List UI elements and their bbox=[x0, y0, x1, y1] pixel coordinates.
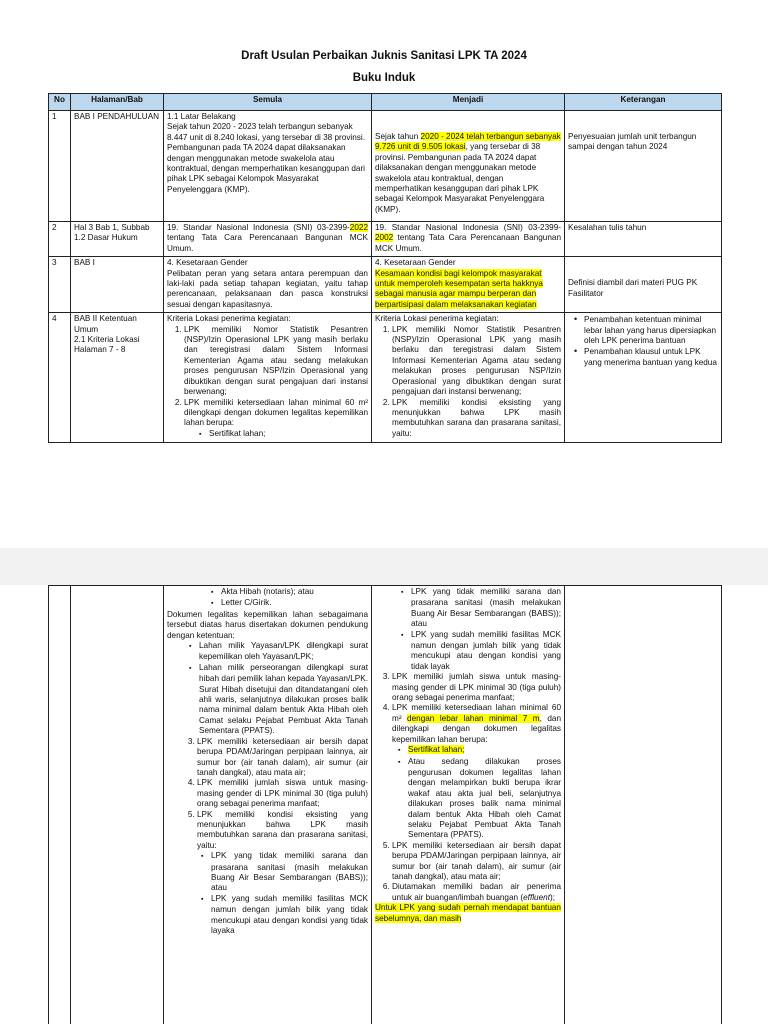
cell-bab: BAB I bbox=[71, 257, 164, 313]
document-page-2 bbox=[0, 585, 768, 1024]
header-keterangan: Keterangan bbox=[565, 94, 722, 111]
menjadi-text: , dan dilengkapi dengan dokumen legalitas kepemilikan lahan berupa: bbox=[392, 713, 561, 744]
menjadi-text: 19. Standar Nasional Indonesia (SNI) 03-2399- bbox=[375, 223, 561, 232]
list-item bbox=[408, 745, 561, 756]
list-item: 2. LPK memiliki ketersediaan lahan minimal 60 m² dilengkapi dengan dokumen legalitas kepemilikan lahan berupa: bbox=[184, 398, 368, 429]
menjadi-text: Sejak tahun bbox=[375, 132, 421, 141]
cell-keterangan bbox=[565, 111, 722, 222]
list-item: 2. LPK memiliki kondisi eksisting yang menunjukkan bahwa LPK masih membutuhkan sarana dan prasarana sanitasi, yaitu: bbox=[392, 398, 561, 440]
revision-table-continued bbox=[48, 585, 722, 1024]
semula-heading: 1.1 Latar Belakang bbox=[167, 112, 236, 121]
semula-heading: 4. Kesetaraan Gender bbox=[167, 258, 248, 268]
list-item: 1. LPK memiliki Nomor Statistik Pesantren (NSP)/Izin Operasional LPK yang masih berlaku dan teregistrasi dalam Sistem Informasi Kementerian Agama atau sedang melakukan proses pengurusan NSP/Izin Operasional yang dibuktikan dengan surat pengajuan dari instansi berwenang; bbox=[392, 325, 561, 398]
semula-text: 19. Standar Nasional Indonesia (SNI) 03-2399- bbox=[167, 223, 350, 232]
cell-no: 3 bbox=[49, 257, 71, 313]
cell-menjadi bbox=[372, 111, 565, 222]
list-item: 5. LPK memiliki ketersediaan air bersih dapat berupa PDAM/Jaringan perpipaan lainnya, air sumur bor (air tanah dalam), air sumur (air tanah dangkal), atau mata air; bbox=[392, 841, 561, 883]
semula-text: tentang Tata Cara Perencanaan Bangunan MCK Umum. bbox=[167, 233, 368, 253]
cell-no: 2 bbox=[49, 222, 71, 257]
list-item: 3. LPK memiliki ketersediaan air bersih dapat berupa PDAM/Jaringan perpipaan lainnya, air sumur bor (air tanah dalam), air sumur (air tanah dangkal), atau mata air; bbox=[197, 737, 368, 779]
table-row bbox=[49, 313, 722, 443]
list-item: ▪ Sertifikat lahan; bbox=[209, 429, 368, 440]
list-item: 4. LPK memiliki jumlah siswa untuk masing-masing gender di LPK minimal 30 (tiga puluh) orang sebagai penerima manfaat; bbox=[197, 778, 368, 809]
table-header-row bbox=[49, 94, 722, 111]
list-item: ▪ Atau sedang dilakukan proses pengurusan dokumen legalitas lahan dengan melampirkan bukti berupa ikrar wakaf atau akta jual beli, selanjutnya dilakukan proses balik nama minimal dalam bentuk Akta Hibah oleh Camat selaku Pejabat Pembuat Akta Tanah Sementara (PPATS). bbox=[408, 757, 561, 841]
menjadi-text: ); bbox=[549, 892, 555, 902]
list-item: ▪ LPK yang sudah memiliki fasilitas MCK namun dengan jumlah bilik yang tidak mencukupi atau dengan kondisi yang tidak layak bbox=[411, 630, 561, 673]
menjadi-text: effluent bbox=[523, 892, 550, 902]
header-semula: Semula bbox=[164, 94, 372, 111]
menjadi-text: Diutamakan memiliki badan air penerima untuk air buangan/limbah buangan ( bbox=[392, 882, 561, 902]
table-row bbox=[49, 111, 722, 222]
list-item: ▪ Lahan milik Yayasan/LPK dilengkapi surat kepemilikan oleh Yayasan/LPK; bbox=[199, 641, 368, 663]
semula-text: Pelibatan peran yang setara antara perempuan dan laki-laki pada setiap tahapan kegiatan, yaitu tahap perencanaan, pelaksanaan dan pasca konstruksi sesuai dengan kapasitasnya. bbox=[167, 268, 368, 309]
cell-bab bbox=[71, 586, 164, 1024]
cell-bab: Hal 3 Bab 1, Subbab 1.2 Dasar Hukum bbox=[71, 222, 164, 257]
highlighted-text: 2022 bbox=[349, 223, 368, 232]
header-halaman-bab: Halaman/Bab bbox=[71, 94, 164, 111]
cell-no bbox=[49, 586, 71, 1024]
keterangan-text: Penyesuaian jumlah unit terbangun sampai dengan tahun 2024 bbox=[568, 132, 697, 152]
list-item: 5. LPK memiliki kondisi eksisting yang menunjukkan bahwa LPK masih membutuhkan sarana dan prasarana sanitasi, yaitu: bbox=[197, 810, 368, 852]
highlighted-text: Kesamaan kondisi bagi kelompok masyarakat untuk memperoleh kesempatan serta hakknya sebagai manusia agar mampu berperan dan berpartisipasi dalam melaksanakan kegiatan bbox=[375, 268, 543, 309]
cell-no: 4 bbox=[49, 313, 71, 443]
cell-keterangan bbox=[565, 586, 722, 1024]
menjadi-text: , yang tersebar di 38 provinsi. Pembangunan pada TA 2024 dapat dilaksanakan dengan menggunakan metode swakelola atau kontraktual, dengan memperhatikan kesanggupan dari pihak LPK sebagai Kelompok Masyarakat Penyelenggara (KMP). bbox=[375, 142, 545, 214]
list-item bbox=[392, 882, 561, 903]
cell-no: 1 bbox=[49, 111, 71, 222]
cell-menjadi bbox=[372, 586, 565, 1024]
cell-keterangan bbox=[565, 313, 722, 443]
list-item: 3. LPK memiliki jumlah siswa untuk masing-masing gender di LPK minimal 30 (tiga puluh) orang sebagai penerima manfaat; bbox=[392, 672, 561, 703]
highlighted-text: 2002 bbox=[375, 233, 394, 243]
table-row bbox=[49, 222, 722, 257]
list-item: ▪ Akta Hibah (notaris); atau bbox=[221, 587, 368, 598]
semula-text: Sejak tahun 2020 - 2023 telah terbangun sebanyak 8.447 unit di 8.240 lokasi, yang tersebar di 38 provinsi. Pembangunan pada TA 2024 dapat dilaksanakan dengan menggunakan metode swakelola atau kontraktual, dengan memperhatikan kesanggupan dari pihak LPK sebagai Kelompok Masyarakat Penyelenggara (KMP). bbox=[167, 122, 365, 194]
page-gap bbox=[0, 548, 768, 585]
list-item bbox=[392, 703, 561, 840]
highlighted-text: Untuk LPK yang sudah pernah mendapat bantuan sebelumnya, dan masih bbox=[375, 903, 561, 923]
header-menjadi: Menjadi bbox=[372, 94, 565, 111]
list-item: • Penambahan ketentuan minimal lebar lahan yang harus dipersiapkan oleh LPK penerima bantuan bbox=[584, 314, 718, 346]
semula-heading: Kriteria Lokasi penerima kegiatan: bbox=[167, 314, 291, 324]
list-item: ▪ LPK yang sudah memiliki fasilitas MCK namun dengan jumlah bilik yang tidak mencukupi atau dengan kondisi yang tidak layaka bbox=[211, 894, 368, 937]
highlighted-text: dengan lebar lahan minimal 7 m bbox=[407, 713, 540, 723]
menjadi-heading: 4. Kesetaraan Gender bbox=[375, 258, 456, 268]
list-item: ▪ Letter C/Girik. bbox=[221, 598, 368, 609]
highlighted-text: Sertifikat lahan; bbox=[408, 745, 465, 755]
menjadi-text: tentang Tata Cara Perencanaan Bangunan MCK Umum. bbox=[375, 233, 561, 253]
header-no: No bbox=[49, 94, 71, 111]
cell-bab: BAB I PENDAHULUAN bbox=[71, 111, 164, 222]
cell-semula bbox=[164, 586, 372, 1024]
cell-bab: BAB II Ketentuan Umum 2.1 Kriteria Lokasi Halaman 7 - 8 bbox=[71, 313, 164, 443]
cell-menjadi bbox=[372, 222, 565, 257]
cell-menjadi bbox=[372, 257, 565, 313]
semula-text: Dokumen legalitas kepemilikan lahan sebagaimana tersebut diatas harus disertakan dokumen pendukung dengan ketentuan: bbox=[167, 609, 368, 640]
cell-semula bbox=[164, 257, 372, 313]
list-item: ▪ Lahan milik perseorangan dilengkapi surat hibah dari pemilik lahan kepada Yayasan/LPK. Surat Hibah disetujui dan ditandatangani oleh ahli waris, selanjutnya dilakukan proses balik nama minimal dalam bentuk Akta Hibah oleh Camat selaku Pejabat Pembuat Akta Tanah Sementara (PPATS). bbox=[199, 663, 368, 737]
cell-semula bbox=[164, 111, 372, 222]
document-subtitle: Buku Induk bbox=[352, 72, 416, 84]
list-item: • Penambahan klausul untuk LPK yang menerima bantuan yang kedua bbox=[584, 346, 718, 368]
keterangan-text: Definisi diambil dari materi PUG PK Fasilitator bbox=[568, 278, 698, 298]
cell-keterangan bbox=[565, 257, 722, 313]
cell-keterangan: Kesalahan tulis tahun bbox=[565, 222, 722, 257]
cell-menjadi bbox=[372, 313, 565, 443]
revision-table bbox=[48, 93, 722, 443]
table-row bbox=[49, 586, 722, 1024]
menjadi-text: LPK memiliki ketersediaan lahan minimal 60 m² bbox=[392, 703, 561, 723]
document-title: Draft Usulan Perbaikan Juknis Sanitasi LPK TA 2024 bbox=[241, 50, 527, 62]
table-row bbox=[49, 257, 722, 313]
list-item: ▪ LPK yang tidak memiliki sarana dan prasarana sanitasi (masih melakukan Buang Air Besar Sembarangan (BABS)); atau bbox=[411, 587, 561, 630]
highlighted-text: 2020 - 2024 telah terbangun sebanyak 9.726 unit di 9.505 lokasi bbox=[375, 132, 561, 152]
cell-semula bbox=[164, 313, 372, 443]
list-item: ▪ LPK yang tidak memiliki sarana dan prasarana sanitasi (masih melakukan Buang Air Besar Sembarangan (BABS)); atau bbox=[211, 851, 368, 894]
list-item: 1. LPK memiliki Nomor Statistik Pesantren (NSP)/Izin Operasional LPK yang masih berlaku dan teregistrasi dalam Sistem Informasi Kementerian Agama atau sedang melakukan proses pengurusan NSP/Izin Operasional yang dibuktikan dengan surat pengajuan dari instansi berwenang; bbox=[184, 325, 368, 398]
menjadi-heading: Kriteria Lokasi penerima kegiatan: bbox=[375, 314, 499, 324]
cell-semula bbox=[164, 222, 372, 257]
